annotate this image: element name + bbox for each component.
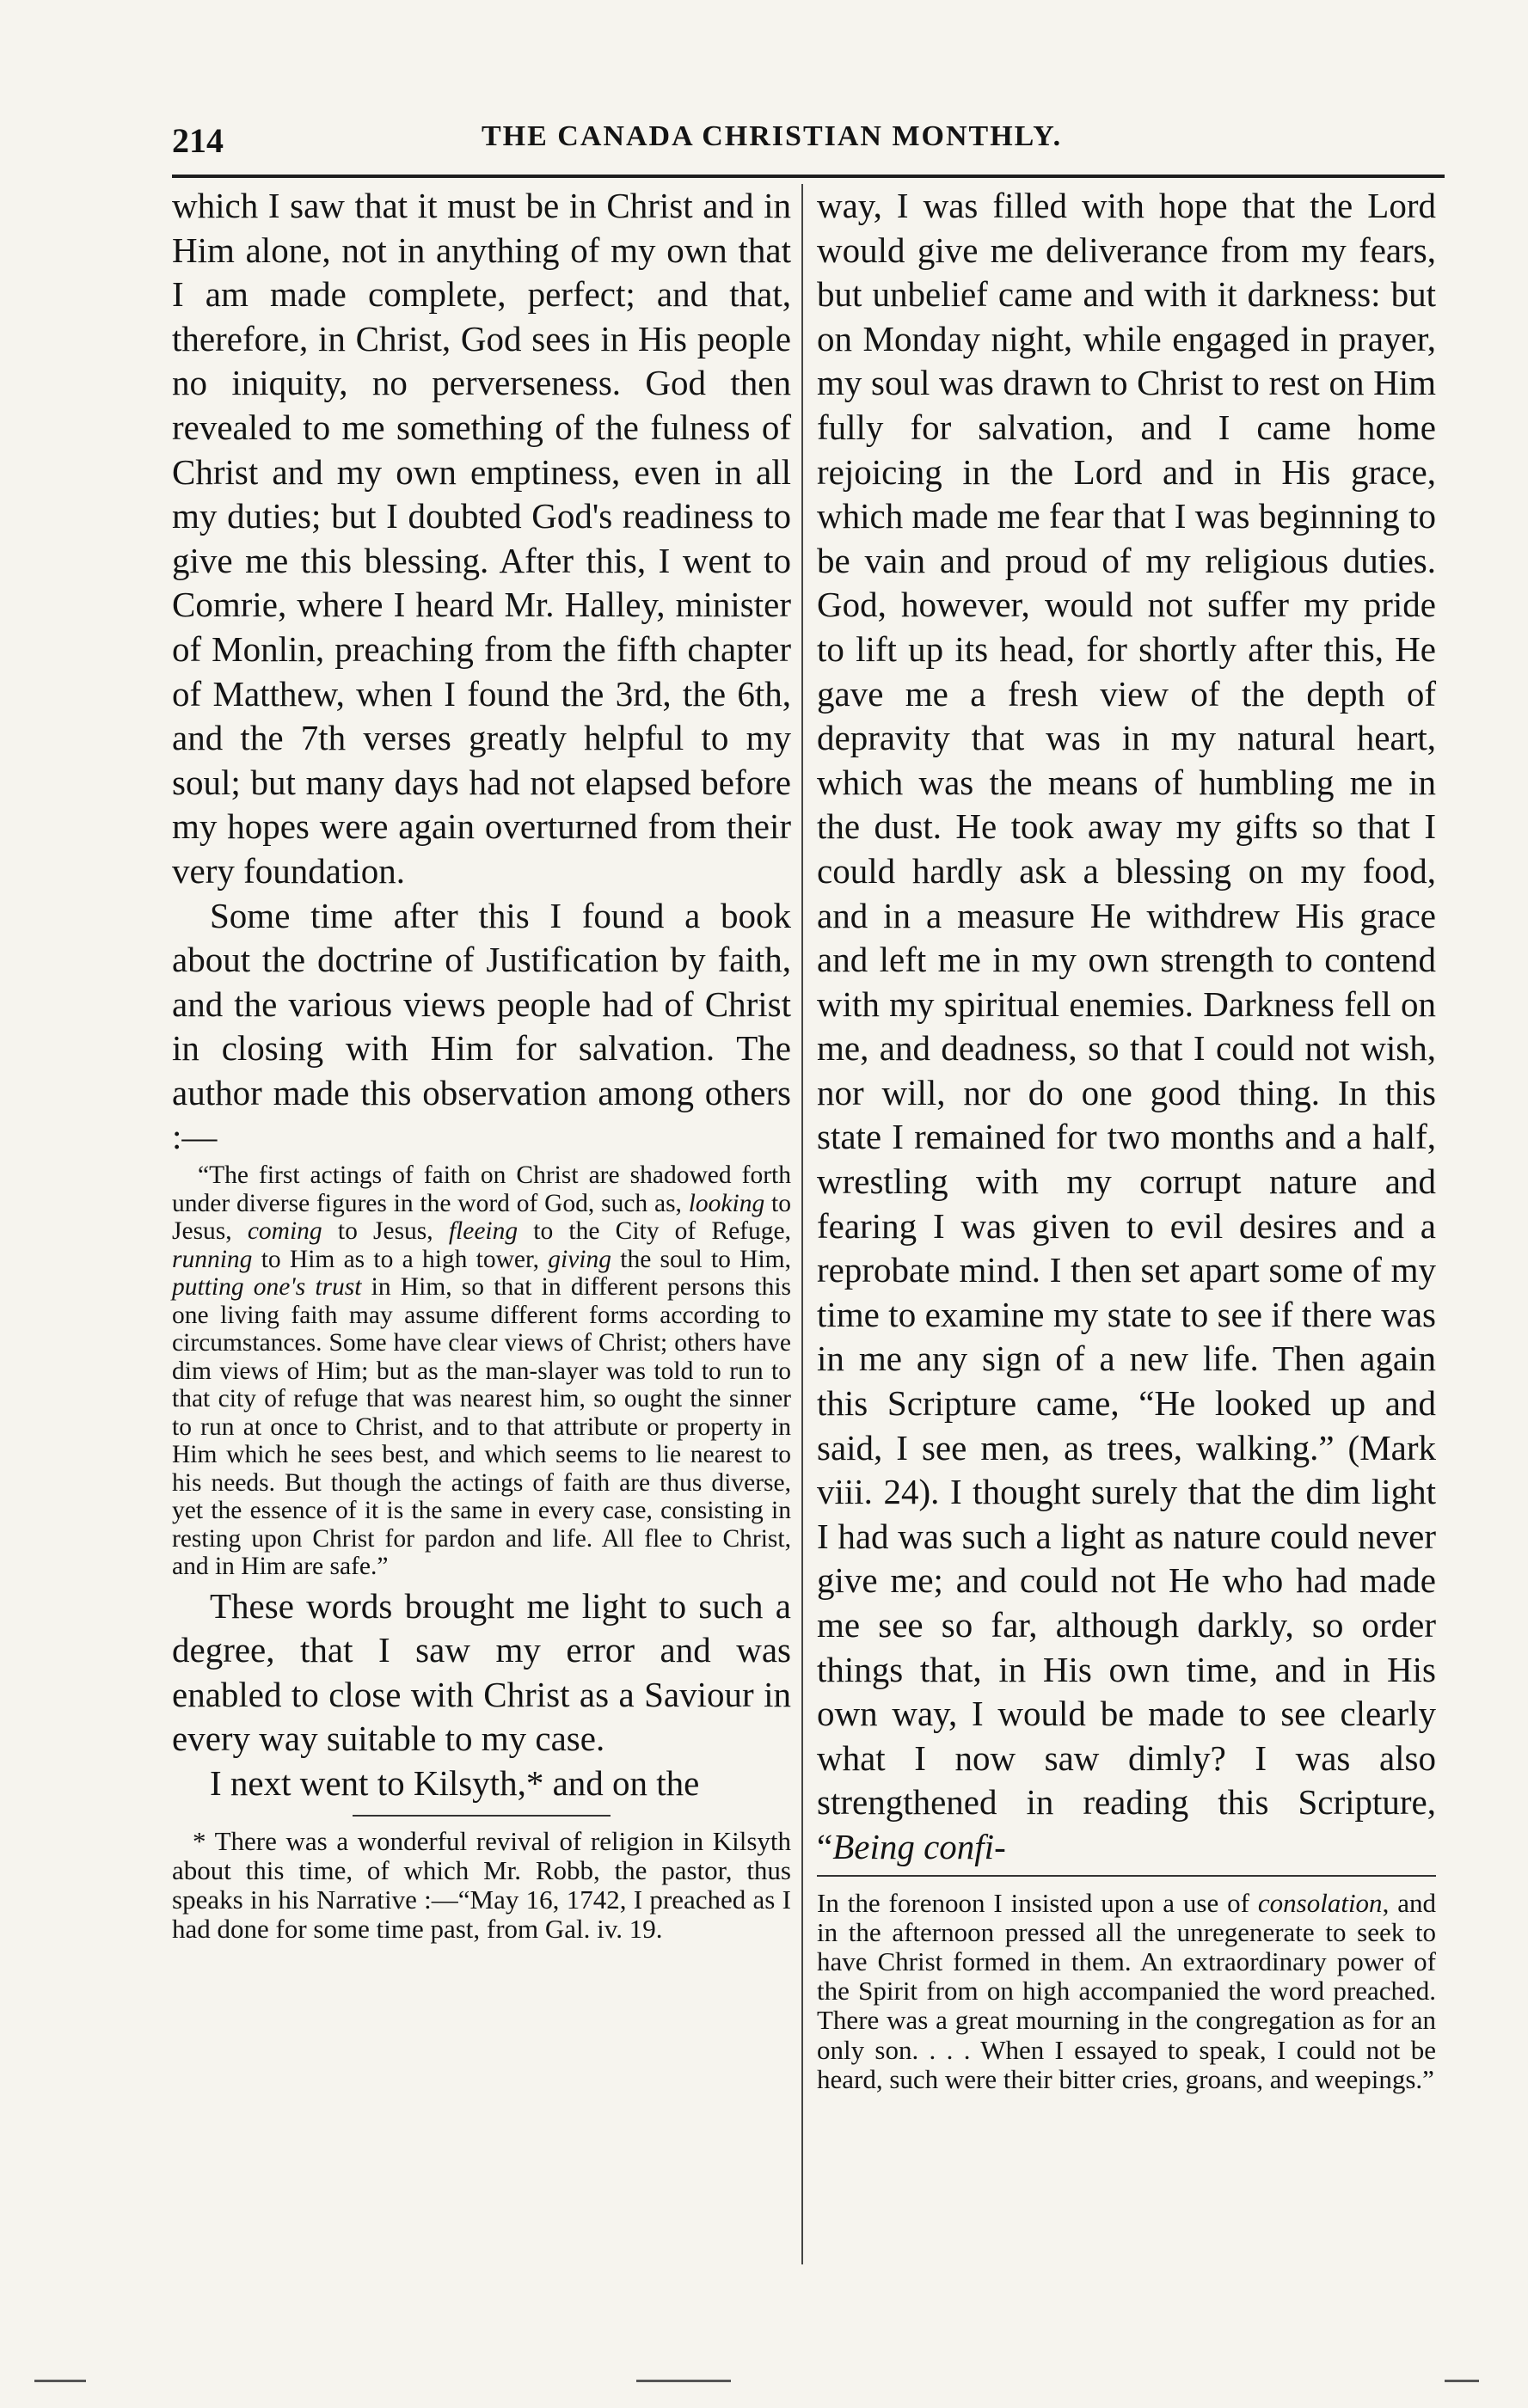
journal-title: THE CANADA CHRISTIAN MONTHLY. bbox=[482, 120, 1063, 152]
page-header bbox=[172, 120, 1402, 172]
paragraph: I next went to Kilsyth,* and on the bbox=[210, 1762, 700, 1803]
footnote-rule bbox=[353, 1815, 611, 1817]
footnote: * There was a wonderful revival of religion in Kilsyth about this time, of which Mr. Robb, the pastor, thus speaks in his Narrative :—“May 16, 1742, I preached as I had done for some time past, from Gal. iv. 19. bbox=[172, 1825, 791, 1945]
column-divider bbox=[801, 184, 803, 2264]
header-rule bbox=[172, 175, 1445, 178]
right-column bbox=[817, 184, 1436, 2094]
paragraph: These words brought me light to such a degree, that I saw my error and was enabled to close with Christ as a Saviour in every way suitable to my case. bbox=[172, 1585, 791, 1759]
footnote-rule bbox=[817, 1875, 1436, 1877]
left-column bbox=[172, 184, 791, 1944]
paragraph: Some time after this I found a book about the doctrine of Justification by faith, and the various views people had of Christ in closing with Him for salvation. The author made this observation among others :— bbox=[172, 895, 791, 1157]
paragraph: which I saw that it must be in Christ and in Him alone, not in anything of my own that I am made complete, perfect; and that, therefore, in Christ, God sees in His people no iniquity, no perverseness. God then revealed to me something of the fulness of Christ and my own emptiness, even in all my duties; but I doubted God's readiness to give me this blessing. After this, I went to Comrie, where I heard Mr. Halley, minister of Monlin, preaching from the fifth chapter of Matthew, when I found the 3rd, the 6th, and the 7th verses greatly helpful to my soul; but many days had not elapsed before my hopes were again overturned from their very foundation. bbox=[172, 186, 791, 891]
paragraph: way, I was filled with hope that the Lord would give me deliverance from my fears, but unbelief came and with it darkness: but on Monday night, while engaged in prayer, my soul was drawn to Christ to rest on Him fully for salvation, and I came home rejoicing in the Lord and in His grace, which made me fear that I was beginning to be vain and proud of my religious duties. God, however, would not suffer my pride to lift up its head, for shortly after this, He gave me a fresh view of the depth of depravity that was in my natural heart, which was the means of humbling me in the dust. He took away my gifts so that I could hardly ask a blessing on my food, and in a measure He withdrew His grace and left me in my own strength to contend with my spiritual enemies. Darkness fell on me, and deadness, so that I could not wish, nor will, nor do one good thing. In this state I remained for two months and a half, wrestling with my corrupt nature and fearing I was given to evil desires and a reprobate mind. I then set apart some of my time to examine my state to see if there was in me any sign of a new life. Then again this Scripture came, “He looked up and said, I see men, as trees, walking.” (Mark viii. 24). I thought surely that the dim light I had was such a light as nature could never give me; and could not He who had made me see so far, although darkly, so order things that, in His own time, and in His own way, I would be made to see clearly what I now saw dimly? I was also strengthened in reading this Scripture, “Being confi- bbox=[817, 186, 1436, 1866]
bottom-edge-marks bbox=[34, 2380, 1496, 2385]
page-number: 214 bbox=[172, 121, 224, 160]
footnote-continuation: In the forenoon I insisted upon a use of consolation, and in the afternoon pressed all the unregenerate to seek to have Christ formed in them. An extraordinary power of the Spirit from on high accompanied the word preached. There was a great mourning in the congregation as for an only son. . . . When I essayed to speak, I could not be heard, such were their bitter cries, groans, and weepings.” bbox=[817, 1887, 1436, 2094]
block-quote: “The first actings of faith on Christ are shadowed forth under diverse figures in the word of God, such as, looking to Jesus, coming to Jesus, fleeing to the City of Refuge, running to Him as to a high tower, giving the soul to Him, putting one's trust in Him, so that in different persons this one living faith may assume different forms according to circumstances. Some have clear views of Christ; others have dim views of Him; but as the man-slayer was told to run to that city of refuge that was nearest him, so ought the sinner to run at once to Christ, and to that attribute or property in Him which he sees best, and which seems to lie nearest to his needs. But though the actings of faith are thus diverse, yet the essence of it is the same in every case, consisting in resting upon Christ for pardon and life. All flee to Christ, and in Him are safe.” bbox=[172, 1161, 792, 1581]
